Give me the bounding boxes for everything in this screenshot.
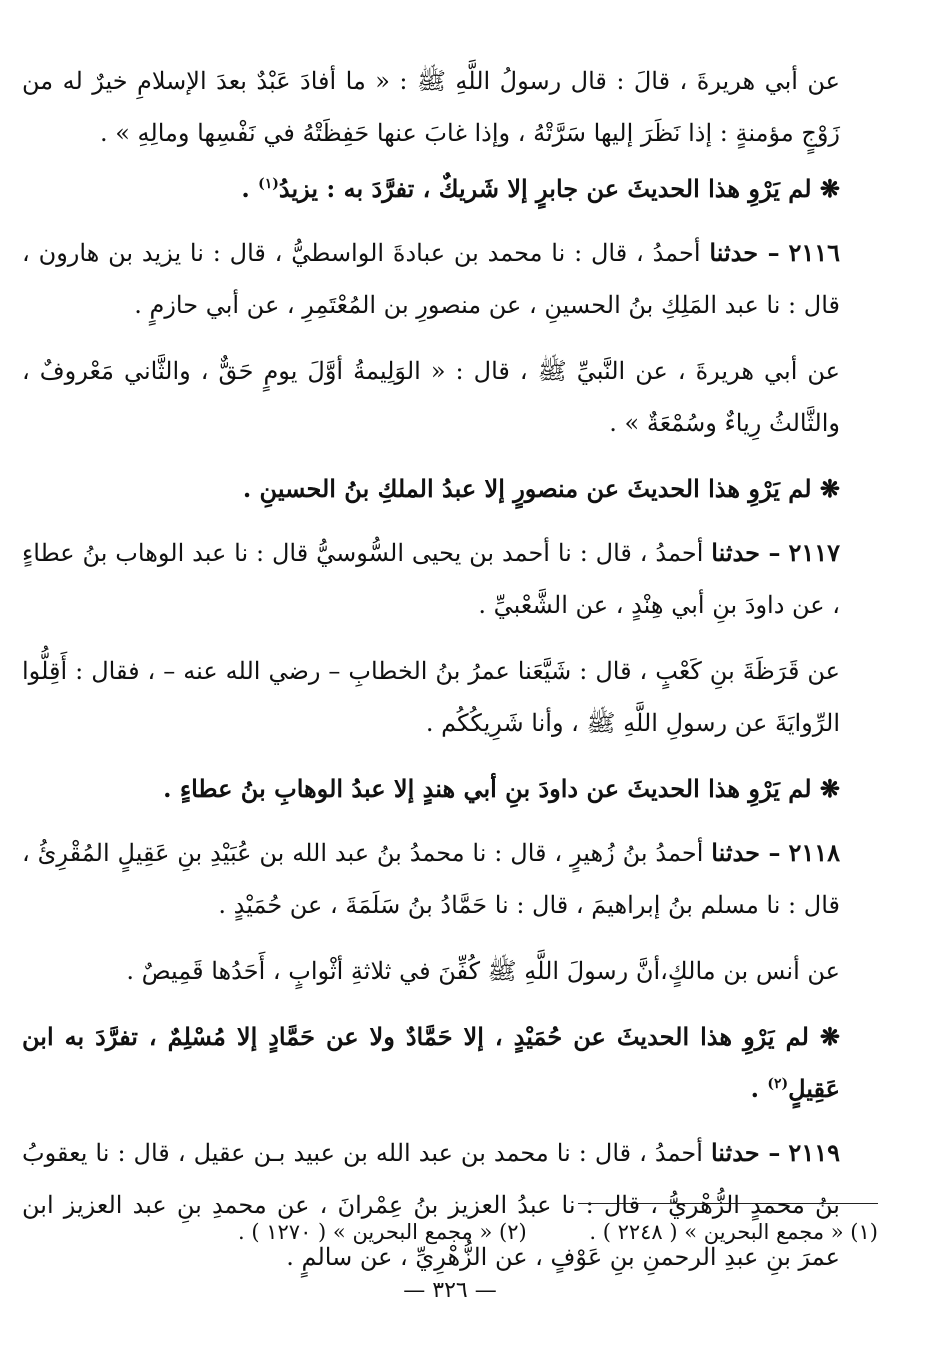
- hadith-text-content: عن أبي هريرةَ ، عن النَّبيِّ ﷺ ، قال : « الوَلِيمةُ أوَّلَ يومٍ حَقٌّ ، والثَّاني مَعْروفٌ ، والثَّالثُ رِياءٌ وسُمْعَةٌ » .: [22, 357, 840, 437]
- isnad-text: أحمدُ ، قال : نا محمد بن عبادةَ الواسطيُّ ، قال : نا يزيد بن هارون ، قال : نا عبد المَلِكِ بنُ الحسينِ ، عن منصورِ بن المُعْتَمِرِ ، عن أبي حازمٍ .: [22, 239, 840, 319]
- isnad-header: حدثنا: [711, 838, 760, 867]
- hadith-text-content: عن أبي هريرةَ ، قالَ : قال رسولُ اللَّهِ ﷺ : « ما أفادَ عَبْدٌ بعدَ الإسلامِ خيرٌ له من زَوْجٍ مؤمنةٍ : إذا نَظَرَ إليها سَرَّتْهُ ، وإذا غابَ عنها حَفِظَتْهُ في نَفْسِها ومالِهِ » .: [22, 67, 840, 147]
- isnad-header: حدثنا: [710, 1138, 760, 1167]
- footnote-ref: (١): [258, 176, 279, 192]
- hadith-number: ٢١١٦: [788, 238, 840, 267]
- hadith-number: ٢١١٩: [788, 1138, 840, 1167]
- hadith-text: [22, 945, 840, 997]
- hadith-text-content: عن قَرَظَةَ بنِ كَعْبٍ ، قال : شَيَّعَنا عمرُ بنُ الخطابِ – رضي الله عنه – ، فقال : أَقِلُّوا الرِّوايَةَ عن رسولِ اللَّهِ ﷺ ، وأنا شَرِيكُكُم .: [22, 657, 840, 737]
- narration-note: [22, 763, 840, 815]
- isnad-text: أحمدُ ، قال : نا محمد بن عبد الله بن عبيد بـن عقيل ، قال : نا يعقوبُ بنُ محمدٍ الزُّهْريُّ ، قال : نا عبدُ العزيز بنُ عِمْرانَ ، عن محمدِ بنِ عبد العزيز ابن عمرَ بنِ عبدِ الرحمنِ بنِ عَوْفٍ ، عن الزُّهْرِيِّ ، عن سالمٍ .: [22, 1139, 840, 1271]
- hadith-number: ٢١١٧: [788, 538, 840, 567]
- footnote-1: (١) « مجمع البحرين » ( ٢٢٤٨ ) .: [589, 1220, 878, 1244]
- hadith-text: [22, 345, 840, 449]
- page-body: [22, 55, 840, 1297]
- note-text: لم يَرْوِ هذا الحديثَ عن حُمَيْدٍ ، إلا حَمَّادٌ ولا عن حَمَّادٍ إلا مُسْلِمٌ ، تفرَّدَ به ابن عَقِيلٍ: [22, 1022, 840, 1103]
- star-icon: ❋: [819, 174, 840, 203]
- footnote-ref: (٢): [767, 1076, 789, 1092]
- isnad-paragraph: ٢١١٧ – حدثنا أحمدُ ، قال : نا أحمد بن يحيى السُّوسيُّ قال : نا عبد الوهاب بنُ عطاءٍ ، عن داودَ بنِ أبي هِنْدٍ ، عن الشَّعْبيِّ .: [22, 538, 840, 619]
- isnad-header: حدثنا: [709, 238, 759, 267]
- hadith-text: [22, 55, 840, 159]
- isnad-text: أحمدُ بنُ زُهيرٍ ، قال : نا محمدُ بنُ عبد الله بن عُبَيْدِ بنِ عَقِيلٍ المُقْرِئُ ، قال : نا مسلم بنُ إبراهيمَ ، قال : نا حَمَّادُ بنُ سَلَمَةَ ، عن حُمَيْدٍ .: [22, 839, 840, 919]
- isnad-header: حدثنا: [711, 538, 760, 567]
- hadith-number: ٢١١٨: [788, 838, 841, 867]
- footnote-2: (٢) « مجمع البحرين » ( ١٢٧٠ ) .: [238, 1220, 527, 1244]
- isnad-paragraph: ٢١١٨ – حدثنا أحمدُ بنُ زُهيرٍ ، قال : نا محمدُ بنُ عبد الله بن عُبَيْدِ بنِ عَقِيلٍ المُقْرِئُ ، قال : نا مسلم بنُ إبراهيمَ ، قال : نا حَمَّادُ بنُ سَلَمَةَ ، عن حُمَيْدٍ .: [22, 838, 841, 919]
- isnad-paragraph: ٢١١٦ – حدثنا أحمدُ ، قال : نا محمد بن عبادةَ الواسطيُّ ، قال : نا يزيد بن هارون ، قال : نا عبد المَلِكِ بنُ الحسينِ ، عن منصورِ بن المُعْتَمِرِ ، عن أبي حازمٍ .: [22, 238, 840, 319]
- hadith-text-content: عن أنس بن مالكٍ،أنَّ رسولَ اللَّهِ ﷺ كُفِّنَ في ثلاثةِ أثْوابٍ ، أَحَدُها قَمِيصٌ .: [126, 957, 840, 985]
- footnote-divider: [578, 1203, 878, 1204]
- page-number: — ٣٢٦ —: [403, 1278, 497, 1303]
- hadith-text: [22, 645, 840, 749]
- star-icon: ❋: [819, 774, 840, 803]
- footnotes: [58, 1212, 878, 1252]
- note-text: لم يَرْوِ هذا الحديثَ عن جابرٍ إلا شَريكٌ ، تفرَّدَ به : يزيدُ: [278, 174, 812, 203]
- isnad-paragraph: ٢١١٩ – حدثنا أحمدُ ، قال : نا محمد بن عبد الله بن عبيد بـن عقيل ، قال : نا يعقوبُ بنُ محمدٍ الزُّهْريُّ ، قال : نا عبدُ العزيز بنُ عِمْرانَ ، عن محمدِ بنِ عبد العزيز ابن عمرَ بنِ عبدِ الرحمنِ بنِ عَوْفٍ ، عن الزُّهْرِيِّ ، عن سالمٍ .: [22, 1138, 840, 1271]
- narration-note: ❋ لم يَرْوِ هذا الحديثَ عن حُمَيْدٍ ، إلا حَمَّادٌ ولا عن حَمَّادٍ إلا مُسْلِمٌ ، تفرَّدَ به ابن عَقِيلٍ$^{(٢)}$ .: [22, 1022, 841, 1103]
- star-icon: ❋: [819, 474, 840, 503]
- isnad-text: أحمدُ ، قال : نا أحمد بن يحيى السُّوسيُّ قال : نا عبد الوهاب بنُ عطاءٍ ، عن داودَ بنِ أبي هِنْدٍ ، عن الشَّعْبيِّ .: [22, 539, 840, 619]
- narration-note: [22, 463, 840, 515]
- note-text: لم يَرْوِ هذا الحديثَ عن داودَ بنِ أبي هندٍ إلا عبدُ الوهابِ بنُ عطاءٍ .: [163, 774, 812, 803]
- note-text: لم يَرْوِ هذا الحديثَ عن منصورٍ إلا عبدُ الملكِ بنُ الحسينِ .: [242, 474, 812, 503]
- narration-note: ❋ لم يَرْوِ هذا الحديثَ عن جابرٍ إلا شَريكٌ ، تفرَّدَ به : يزيدُ$^{(١)}$ .: [241, 174, 840, 203]
- star-icon: ❋: [819, 1022, 841, 1051]
